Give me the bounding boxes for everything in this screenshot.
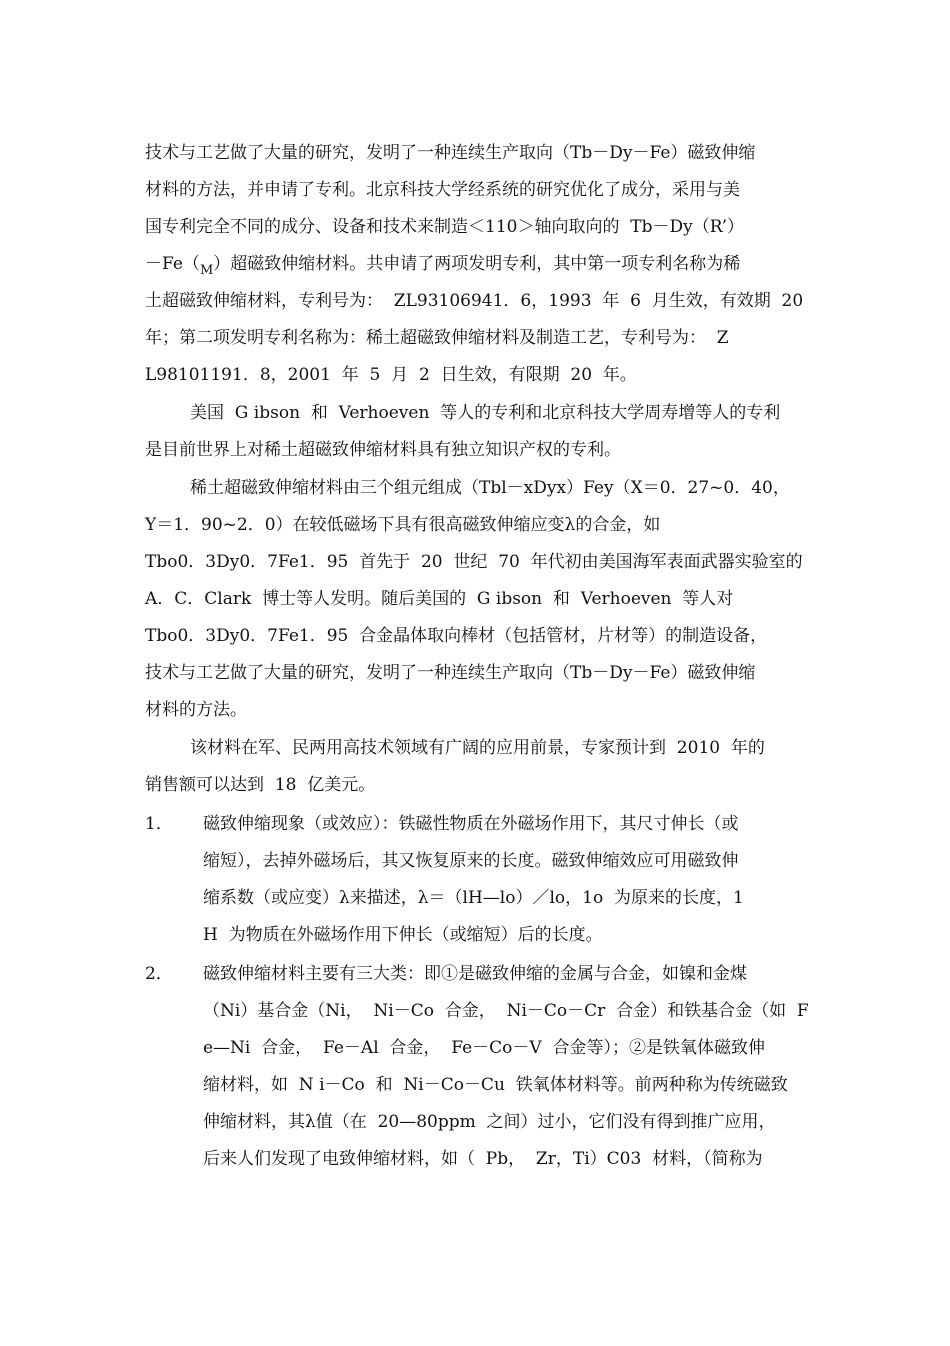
text-segment: ）超磁致伸缩材料。共申请了两项发明专利，其中第一项专利名称为稀 [213,254,741,274]
text-line: 销售额可以达到 18 亿美元。 [145,775,376,795]
text-line: 技术与工艺做了大量的研究，发明了一种连续生产取向（Tb－Dy－Fe）磁致伸缩 [145,143,756,163]
list-number: 2． [145,964,173,984]
text-line: 美国 G ibson 和 Verhoeven 等人的专利和北京科技大学周寿增等人的专利 [190,403,781,423]
text-line [145,252,740,278]
text-line: （Ni）基合金（Ni， Ni－Co 合金， Ni－Co－Cr 合金）和铁基合金（如 F [203,1001,809,1021]
text-line: 年；第二项发明专利名称为：稀土超磁致伸缩材料及制造工艺，专利号为： Z [145,328,729,348]
text-segment: －Fe（ [145,254,200,274]
text-line: 该材料在军、民两用高技术领域有广阔的应用前景，专家预计到 2010 年的 [190,738,765,758]
text-line: 材料的方法，并申请了专利。北京科技大学经系统的研究优化了成分，采用与美 [145,180,740,200]
text-line: 土超磁致伸缩材料，专利号为： ZL93106941．6，1993 年 6 月生效，有效期 20 [145,291,804,311]
text-line: e—Ni 合金， Fe－Al 合金， Fe－Co－V 合金等）；②是铁氧体磁致伸 [203,1038,765,1058]
text-line: 是目前世界上对稀土超磁致伸缩材料具有独立知识产权的专利。 [145,440,621,460]
text-line: 磁致伸缩材料主要有三大类：即①是磁致伸缩的金属与合金，如镍和金煤 [203,964,747,984]
text-line: 材料的方法。 [145,700,247,720]
text-line: Tbo0．3Dy0．7Fe1．95 首先于 20 世纪 70 年代初由美国海军表面武器实验室的 [145,552,803,572]
text-line: 缩短），去掉外磁场后，其又恢复原来的长度。磁致伸缩效应可用磁致伸 [203,851,739,871]
text-line: 国专利完全不同的成分、设备和技术来制造＜110＞轴向取向的 Tb－Dy（R’） [145,217,744,237]
text-line: 技术与工艺做了大量的研究，发明了一种连续生产取向（Tb－Dy－Fe）磁致伸缩 [145,663,756,683]
text-line: 磁致伸缩现象（或效应）：铁磁性物质在外磁场作用下，其尺寸伸长（或 [203,814,739,834]
subscript-text: M [199,263,214,278]
text-line: A．C．Clark 博士等人发明。随后美国的 G ibson 和 Verhoeven 等人对 [145,589,734,609]
list-number: 1． [145,814,173,834]
text-line: Y＝1．90~2．0）在较低磁场下具有很高磁致伸缩应变λ的合金，如 [145,515,661,535]
text-line: 缩材料，如 N i－Co 和 Ni－Co－Cu 铁氧体材料等。前两种称为传统磁致 [203,1075,788,1095]
text-line: L98101191．8，2001 年 5 月 2 日生效，有限期 20 年。 [145,365,637,385]
text-line: 缩系数（或应变）λ来描述，λ＝（lH—lo）／lo，1o 为原来的长度，1 [203,888,744,908]
text-line: Tbo0．3Dy0．7Fe1．95 合金晶体取向棒材（包括管材，片材等）的制造设备， [145,626,768,646]
text-line: 伸缩材料，其λ值（在 20—80ppm 之间）过小，它们没有得到推广应用， [203,1112,776,1132]
text-line: 稀土超磁致伸缩材料由三个组元组成（Tbl－xDyx）Fey（X＝0．27~0．40， [190,478,790,498]
text-line: 后来人们发现了电致伸缩材料，如（ Pb， Zr，Ti）C03 材料，（简称为 [203,1149,763,1169]
text-line: H 为物质在外磁场作用下伸长（或缩短）后的长度。 [203,925,603,945]
